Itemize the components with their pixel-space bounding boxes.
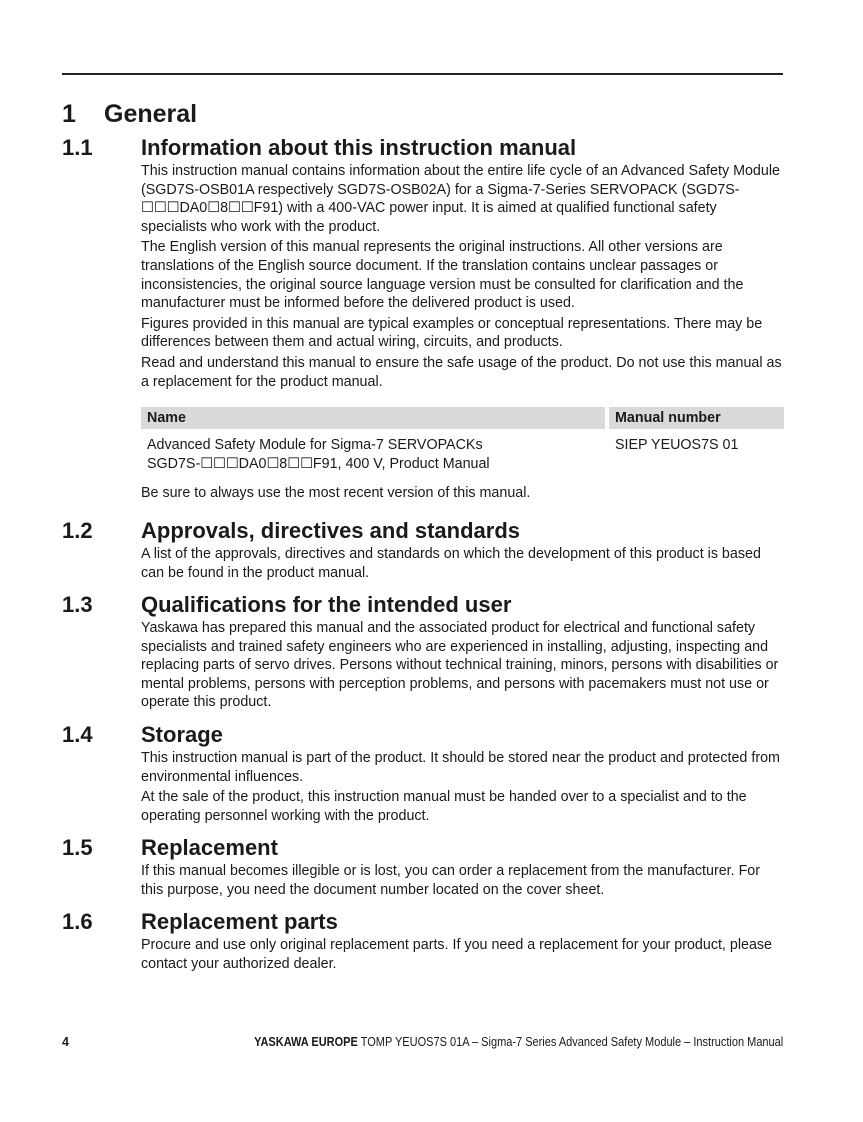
page-number: 4	[62, 1035, 69, 1049]
section-title: Replacement	[141, 835, 278, 860]
table-cell-name	[141, 429, 605, 474]
section-number: 1.3	[62, 592, 93, 617]
section-title: Approvals, directives and standards	[141, 518, 521, 543]
paragraph: At the sale of the product, this instruction manual must be handed over to a specialist and to the operating personnel working with the product.	[141, 789, 747, 824]
chapter-number: 1	[62, 100, 76, 128]
section-number: 1.1	[62, 135, 93, 160]
section-title: Storage	[141, 722, 223, 747]
paragraph: Figures provided in this manual are typical examples or conceptual representations. There may be differences between them and actual wiring, circuits, and products.	[141, 315, 763, 351]
section-body	[141, 749, 784, 827]
section-body	[141, 619, 784, 714]
paragraph: This instruction manual contains information about the entire life cycle of an Advanced Safety Module (SGD7S-OSB01A respectively SGD7S-OSB02A) for a Sigma-7-Series SERVOPACK (SGD7S-☐☐☐DA0☐8☐☐F91) with a 400-VAC power input. It is aimed at qualified functional safety specialists who work with the product.	[141, 163, 780, 235]
note: Be sure to always use the most recent version of this manual.	[141, 485, 531, 502]
paragraph: Procure and use only original replacement parts. If you need a replacement for your product, please contact your authorized dealer.	[141, 937, 773, 972]
section-number: 1.5	[62, 835, 93, 860]
manual-name-line1: Advanced Safety Module for Sigma-7 SERVOPACKs	[147, 437, 483, 454]
section-title: Information about this instruction manual	[141, 135, 577, 160]
section-number: 1.4	[62, 722, 93, 747]
footer-doc-info	[254, 1035, 783, 1049]
section-title: Replacement parts	[141, 909, 338, 934]
chapter-heading	[62, 100, 197, 129]
section-body	[141, 162, 784, 505]
section-number: 1.6	[62, 909, 93, 934]
paragraph: A list of the approvals, directives and standards on which the development of this product is based can be found in the product manual.	[141, 546, 761, 581]
table-header-name: Name	[141, 407, 605, 429]
section-body	[141, 862, 784, 901]
paragraph: The English version of this manual represents the original instructions. All other versions are translations of the English source document. If the translation contains unclear passages or inconsistencies, the original source language version must be consulted for clarification and the manufacturer must be informed before the delivered product is used.	[141, 239, 744, 312]
paragraph: Yaskawa has prepared this manual and the associated product for electrical and functional safety specialists and trained safety engineers who are experienced in installing, adjusting, inspecting and replacing parts of servo drives. Persons without technical training, minors, persons with disabilities or mental problems, persons with perception problems, and persons with pacemakers must not use or operate this product.	[141, 620, 779, 711]
table-header-row	[141, 407, 784, 429]
section-number: 1.2	[62, 518, 93, 543]
table-row	[141, 429, 784, 474]
paragraph: Read and understand this manual to ensure the safe usage of the product. Do not use this manual as a replacement for the product manual.	[141, 354, 782, 390]
section-title: Qualifications for the intended user	[141, 592, 512, 617]
footer-doc-title: TOMP YEUOS7S 01A – Sigma-7 Series Advanced Safety Module – Instruction Manual	[360, 1035, 783, 1049]
chapter-title: General	[104, 100, 198, 128]
manual-table	[141, 407, 784, 474]
paragraph: If this manual becomes illegible or is lost, you can order a replacement from the manufacturer. For this purpose, you need the document number located on the cover sheet.	[141, 863, 761, 898]
table-header-number: Manual number	[609, 407, 784, 429]
footer-brand: YASKAWA EUROPE	[253, 1035, 358, 1049]
table-cell-number: SIEP YEUOS7S 01	[615, 437, 739, 454]
section-body	[141, 936, 784, 975]
paragraph: This instruction manual is part of the product. It should be stored near the product and protected from environmental influences.	[141, 750, 780, 785]
manual-name-line2: SGD7S-☐☐☐DA0☐8☐☐F91, 400 V, Product Manual	[147, 456, 490, 473]
section-body	[141, 545, 784, 584]
header-rule	[62, 73, 783, 75]
